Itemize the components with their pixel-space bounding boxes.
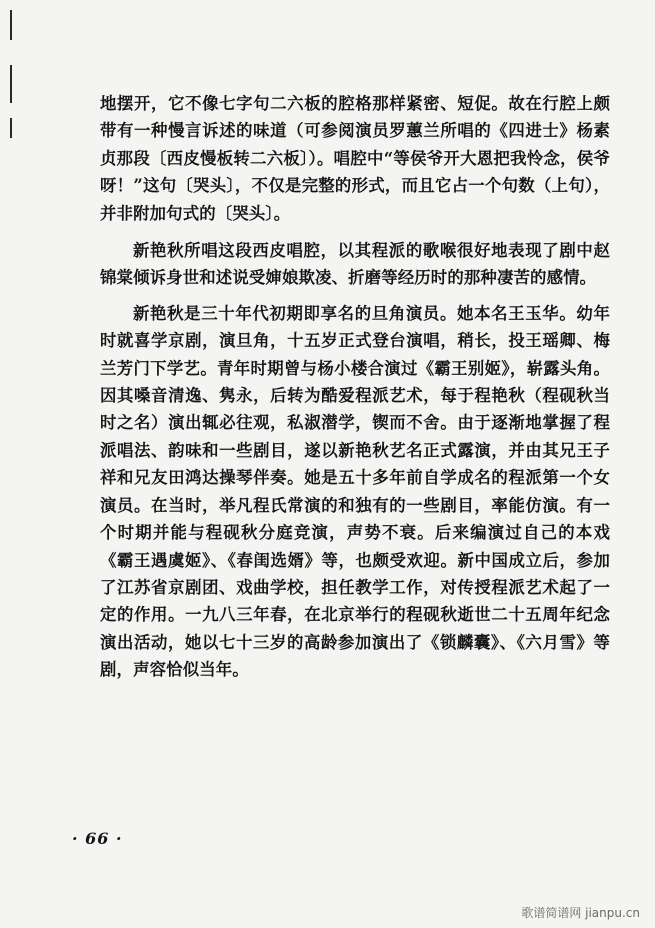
site-watermark: 歌谱简谱网 jianpu.cn [521,906,640,920]
scan-edge-mark [10,118,12,138]
paragraph-performance: 新艳秋所唱这段西皮唱腔，以其程派的歌喉很好地表现了剧中赵锦棠倾诉身世和述说受婶娘欺凌、折磨等经历时的那种凄苦的感情。 [100,241,610,288]
scan-edge-mark [10,65,12,103]
page-number: · 66 · [72,829,123,848]
paragraph-continued: 地摆开，它不像七字句二六板的腔格那样紧密、短促。故在行腔上颇带有一种慢言诉述的味道（可参阅演员罗蕙兰所唱的《四进士》杨素贞那段〔西皮慢板转二六板〕）。唱腔中“等侯爷开大恩把我怜念，侯爷呀！”这句〔哭头〕，不仅是完整的形式，而且它占一个句数（上句），并非附加句式的〔哭头〕。 [100,94,610,223]
scan-edge-mark [10,10,12,40]
paragraph-biography: 新艳秋是三十年代初期即享名的旦角演员。她本名王玉华。幼年时就喜学京剧，演旦角，十五岁正式登台演唱，稍长，投王瑶卿、梅兰芳门下学艺。青年时期曾与杨小楼合演过《霸王别姬》，崭露头角。因其嗓音清逸、隽永，后转为酷爱程派艺术，每于程艳秋（程砚秋当时之名）演出辄必往观，私淑潜学，锲而不舍。由于逐渐地掌握了程派唱法、韵味和一些剧目，遂以新艳秋艺名正式露演，并由其兄王子祥和兄友田鸿达操琴伴奏。她是五十多年前自学成名的程派第一个女演员。在当时，举凡程氏常演的和独有的一些剧目，率能仿演。有一个时期并能与程砚秋分庭竞演，声势不衰。后来编演过自己的本戏《霸王遇虞姬》、《春闺选婿》等，也颇受欢迎。新中国成立后，参加了江苏省京剧团、戏曲学校，担任教学工作，对传授程派艺术起了一定的作用。一九八三年春，在北京举行的程砚秋逝世二十五周年纪念演出活动，她以七十三岁的高龄参加演出了《锁麟囊》、《六月雪》等剧，声容恰似当年。 [100,303,610,680]
page-text [100,90,610,692]
